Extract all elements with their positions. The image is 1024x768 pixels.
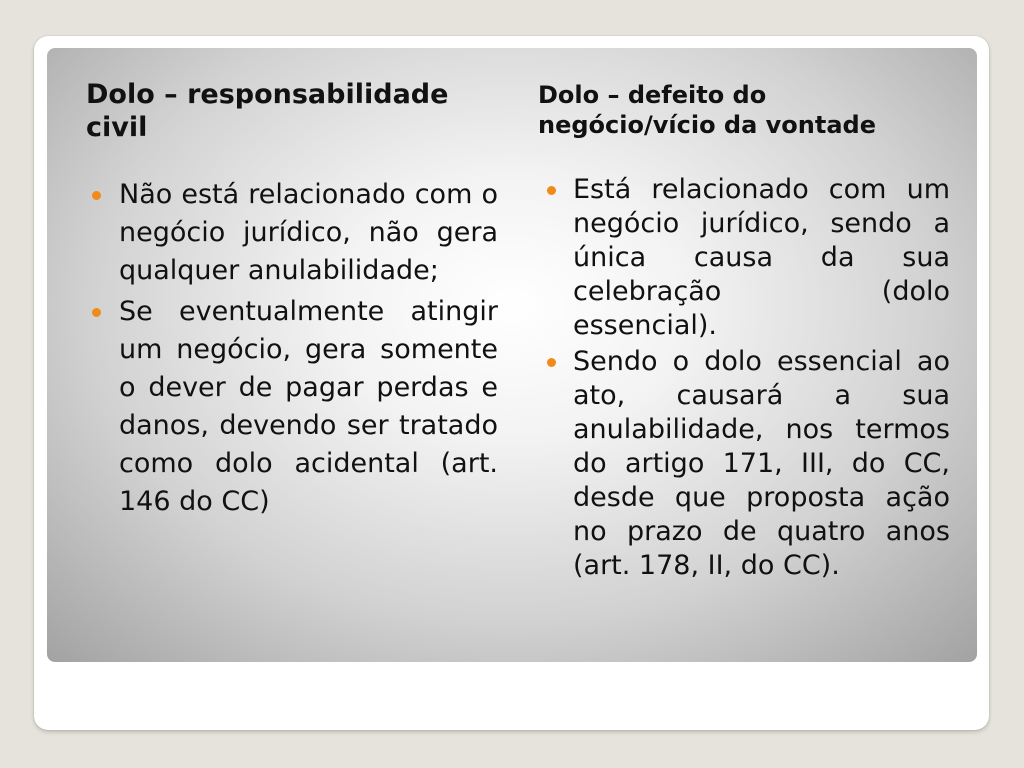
bullet-text: Está relacionado com um negócio jurídico, sendo a única causa da sua celebração (dolo essencial).	[573, 174, 950, 341]
bullet-text: Não está relacionado com o negócio jurídico, não gera qualquer anulabilidade;	[119, 179, 498, 286]
left-column	[86, 78, 498, 524]
list-item	[538, 173, 950, 343]
list-item	[86, 176, 498, 290]
right-bullet-list	[538, 173, 950, 583]
bullet-dot-icon	[547, 358, 556, 367]
bullet-dot-icon	[92, 191, 101, 200]
left-bullet-list	[86, 176, 498, 521]
bullet-text: Se eventualmente atingir um negócio, gera somente o dever de pagar perdas e danos, devendo ser tratado como dolo acidental (art. 146 do CC)	[119, 296, 498, 517]
right-column-heading: Dolo – defeito do negócio/vício da vontade	[538, 81, 876, 139]
list-item	[86, 293, 498, 521]
list-item	[538, 345, 950, 583]
right-column	[538, 80, 950, 585]
bullet-dot-icon	[547, 186, 556, 195]
bullet-text: Sendo o dolo essencial ao ato, causará a sua anulabilidade, nos termos do artigo 171, III, do CC, desde que proposta ação no prazo de quatro anos (art. 178, II, do CC).	[573, 346, 950, 581]
left-column-heading: Dolo – responsabilidade civil	[86, 79, 449, 143]
bullet-dot-icon	[92, 308, 101, 317]
